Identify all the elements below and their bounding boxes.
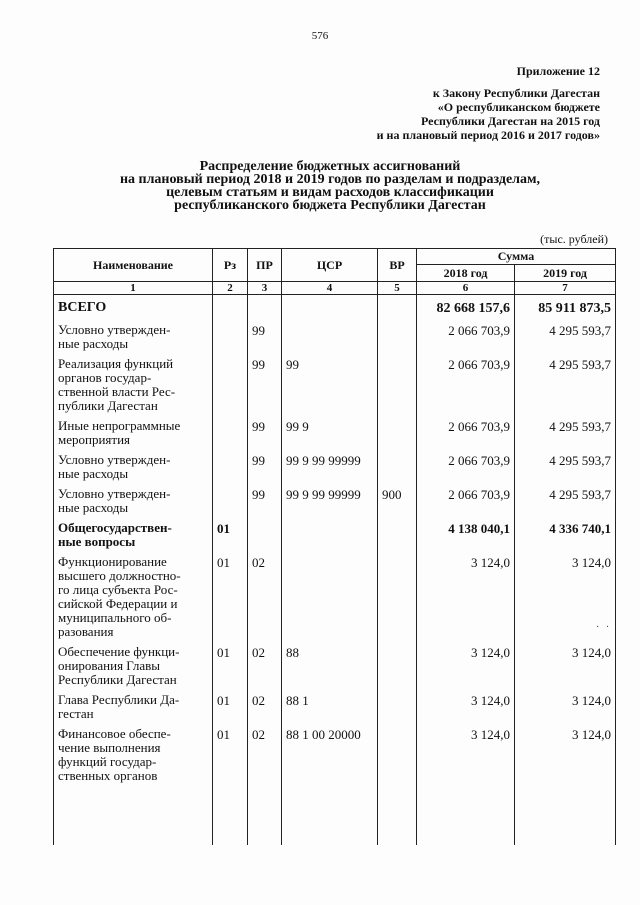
appendix-line: Республики Дагестан на 2015 год — [421, 114, 600, 128]
row-vr — [378, 515, 417, 549]
row-name: Реализация функций органов государ- ственной власти Рес- публики Дагестан — [54, 351, 213, 413]
col-number: 4 — [282, 282, 378, 295]
header-2019: 2019 год — [515, 265, 616, 282]
row-amount-2019: 3 124,0 — [515, 721, 616, 783]
appendix-line: и на плановый период 2016 и 2017 годов» — [376, 128, 600, 142]
row-rz — [213, 413, 248, 447]
row-name: Глава Республики Да- гестан — [54, 687, 213, 721]
row-csr — [282, 549, 378, 639]
row-vr — [378, 447, 417, 481]
row-rz — [213, 295, 248, 318]
header-csr: ЦСР — [282, 249, 378, 282]
page-number: 576 — [311, 30, 329, 42]
row-rz — [213, 317, 248, 351]
header-pr: ПР — [248, 249, 282, 282]
row-rz: 01 — [213, 721, 248, 783]
title-line: Распределение бюджетных ассигнований — [199, 159, 461, 174]
row-vr — [378, 639, 417, 687]
row-pr: 02 — [248, 721, 282, 783]
row-pr — [248, 515, 282, 549]
col-number: 5 — [378, 282, 417, 295]
appendix-line: «О республиканском бюджете — [437, 100, 600, 114]
filler-cell — [282, 783, 378, 845]
row-csr — [282, 515, 378, 549]
budget-table — [53, 248, 616, 845]
row-rz — [213, 351, 248, 413]
row-amount-2018: 2 066 703,9 — [417, 317, 515, 351]
table-row — [54, 515, 616, 549]
row-csr — [282, 317, 378, 351]
table-row — [54, 721, 616, 783]
row-pr: 99 — [248, 317, 282, 351]
table-row — [54, 351, 616, 413]
document-title — [60, 160, 600, 212]
header-vr: ВР — [378, 249, 417, 282]
row-name: Обеспечение функци- онирования Главы Республики Дагестан — [54, 639, 213, 687]
title-line: целевым статьям и видам расходов классификации — [166, 185, 494, 200]
col-number: 1 — [54, 282, 213, 295]
header-sum: Сумма — [417, 249, 616, 265]
row-amount-2019: 3 124,0 — [515, 639, 616, 687]
row-csr — [282, 295, 378, 318]
row-csr: 88 1 00 20000 — [282, 721, 378, 783]
row-pr: 99 — [248, 481, 282, 515]
row-vr — [378, 351, 417, 413]
row-rz: 01 — [213, 549, 248, 639]
col-number: 3 — [248, 282, 282, 295]
row-vr — [378, 317, 417, 351]
row-csr: 99 9 99 99999 — [282, 481, 378, 515]
row-csr: 99 9 — [282, 413, 378, 447]
header-2018: 2018 год — [417, 265, 515, 282]
row-csr: 88 — [282, 639, 378, 687]
row-name: Условно утвержден- ные расходы — [54, 481, 213, 515]
filler-cell — [213, 783, 248, 845]
row-vr — [378, 687, 417, 721]
table-row — [54, 639, 616, 687]
row-amount-2018: 4 138 040,1 — [417, 515, 515, 549]
row-name: ВСЕГО — [54, 295, 213, 318]
row-csr: 99 9 99 99999 — [282, 447, 378, 481]
title-line: республиканского бюджета Республики Дагестан — [174, 198, 486, 213]
table-body — [54, 295, 616, 846]
table-row — [54, 549, 616, 639]
row-name: Иные непрограммные мероприятия — [54, 413, 213, 447]
row-pr: 99 — [248, 351, 282, 413]
row-amount-2018: 3 124,0 — [417, 721, 515, 783]
row-rz: 01 — [213, 515, 248, 549]
row-amount-2019: 3 124,0 — [515, 549, 616, 639]
table-row — [54, 481, 616, 515]
row-amount-2019: 4 295 593,7 — [515, 481, 616, 515]
row-vr — [378, 721, 417, 783]
row-amount-2019: 4 295 593,7 — [515, 317, 616, 351]
row-amount-2018: 2 066 703,9 — [417, 351, 515, 413]
row-amount-2019: 85 911 873,5 — [515, 295, 616, 318]
col-number: 2 — [213, 282, 248, 295]
table-filler-row — [54, 783, 616, 845]
row-amount-2018: 2 066 703,9 — [417, 447, 515, 481]
row-csr: 88 1 — [282, 687, 378, 721]
table-row — [54, 447, 616, 481]
filler-cell — [54, 783, 213, 845]
row-vr: 900 — [378, 481, 417, 515]
row-vr — [378, 413, 417, 447]
filler-cell — [417, 783, 515, 845]
header-name: Наименование — [54, 249, 213, 282]
col-number: 7 — [515, 282, 616, 295]
appendix-line: к Закону Республики Дагестан — [432, 86, 600, 100]
row-rz: 01 — [213, 639, 248, 687]
row-name: Условно утвержден- ные расходы — [54, 317, 213, 351]
row-pr: 99 — [248, 413, 282, 447]
row-amount-2019: 4 336 740,1 — [515, 515, 616, 549]
row-vr — [378, 295, 417, 318]
scan-marks: · · — [596, 622, 612, 633]
filler-cell — [248, 783, 282, 845]
row-name: Функционирование высшего должностно- го лица субъекта Рос- сийской Федерации и муниципального об- разования — [54, 549, 213, 639]
row-amount-2018: 2 066 703,9 — [417, 413, 515, 447]
row-vr — [378, 549, 417, 639]
row-amount-2019: 4 295 593,7 — [515, 447, 616, 481]
table-row — [54, 687, 616, 721]
row-pr: 02 — [248, 639, 282, 687]
row-name: Условно утвержден- ные расходы — [54, 447, 213, 481]
title-line: на плановый период 2018 и 2019 годов по разделам и подразделам, — [119, 172, 541, 187]
row-name: Финансовое обеспе- чение выполнения функций государ- ственных органов — [54, 721, 213, 783]
row-amount-2018: 3 124,0 — [417, 549, 515, 639]
row-amount-2019: 4 295 593,7 — [515, 413, 616, 447]
row-pr: 02 — [248, 687, 282, 721]
row-name: Общегосударствен- ные вопросы — [54, 515, 213, 549]
row-rz — [213, 447, 248, 481]
row-amount-2019: 4 295 593,7 — [515, 351, 616, 413]
table-row — [54, 317, 616, 351]
filler-cell — [515, 783, 616, 845]
row-rz — [213, 481, 248, 515]
row-pr: 02 — [248, 549, 282, 639]
row-amount-2018: 3 124,0 — [417, 639, 515, 687]
units-label: (тыс. рублей) — [540, 232, 608, 246]
filler-cell — [378, 783, 417, 845]
row-pr — [248, 295, 282, 318]
table-row — [54, 413, 616, 447]
row-rz: 01 — [213, 687, 248, 721]
row-amount-2018: 3 124,0 — [417, 687, 515, 721]
col-number: 6 — [417, 282, 515, 295]
row-csr: 99 — [282, 351, 378, 413]
header-rz: Рз — [213, 249, 248, 282]
appendix-title: Приложение 12 — [516, 64, 600, 78]
row-amount-2018: 82 668 157,6 — [417, 295, 515, 318]
row-amount-2019: 3 124,0 — [515, 687, 616, 721]
table-row — [54, 295, 616, 318]
row-pr: 99 — [248, 447, 282, 481]
appendix-header — [300, 64, 600, 142]
row-amount-2018: 2 066 703,9 — [417, 481, 515, 515]
